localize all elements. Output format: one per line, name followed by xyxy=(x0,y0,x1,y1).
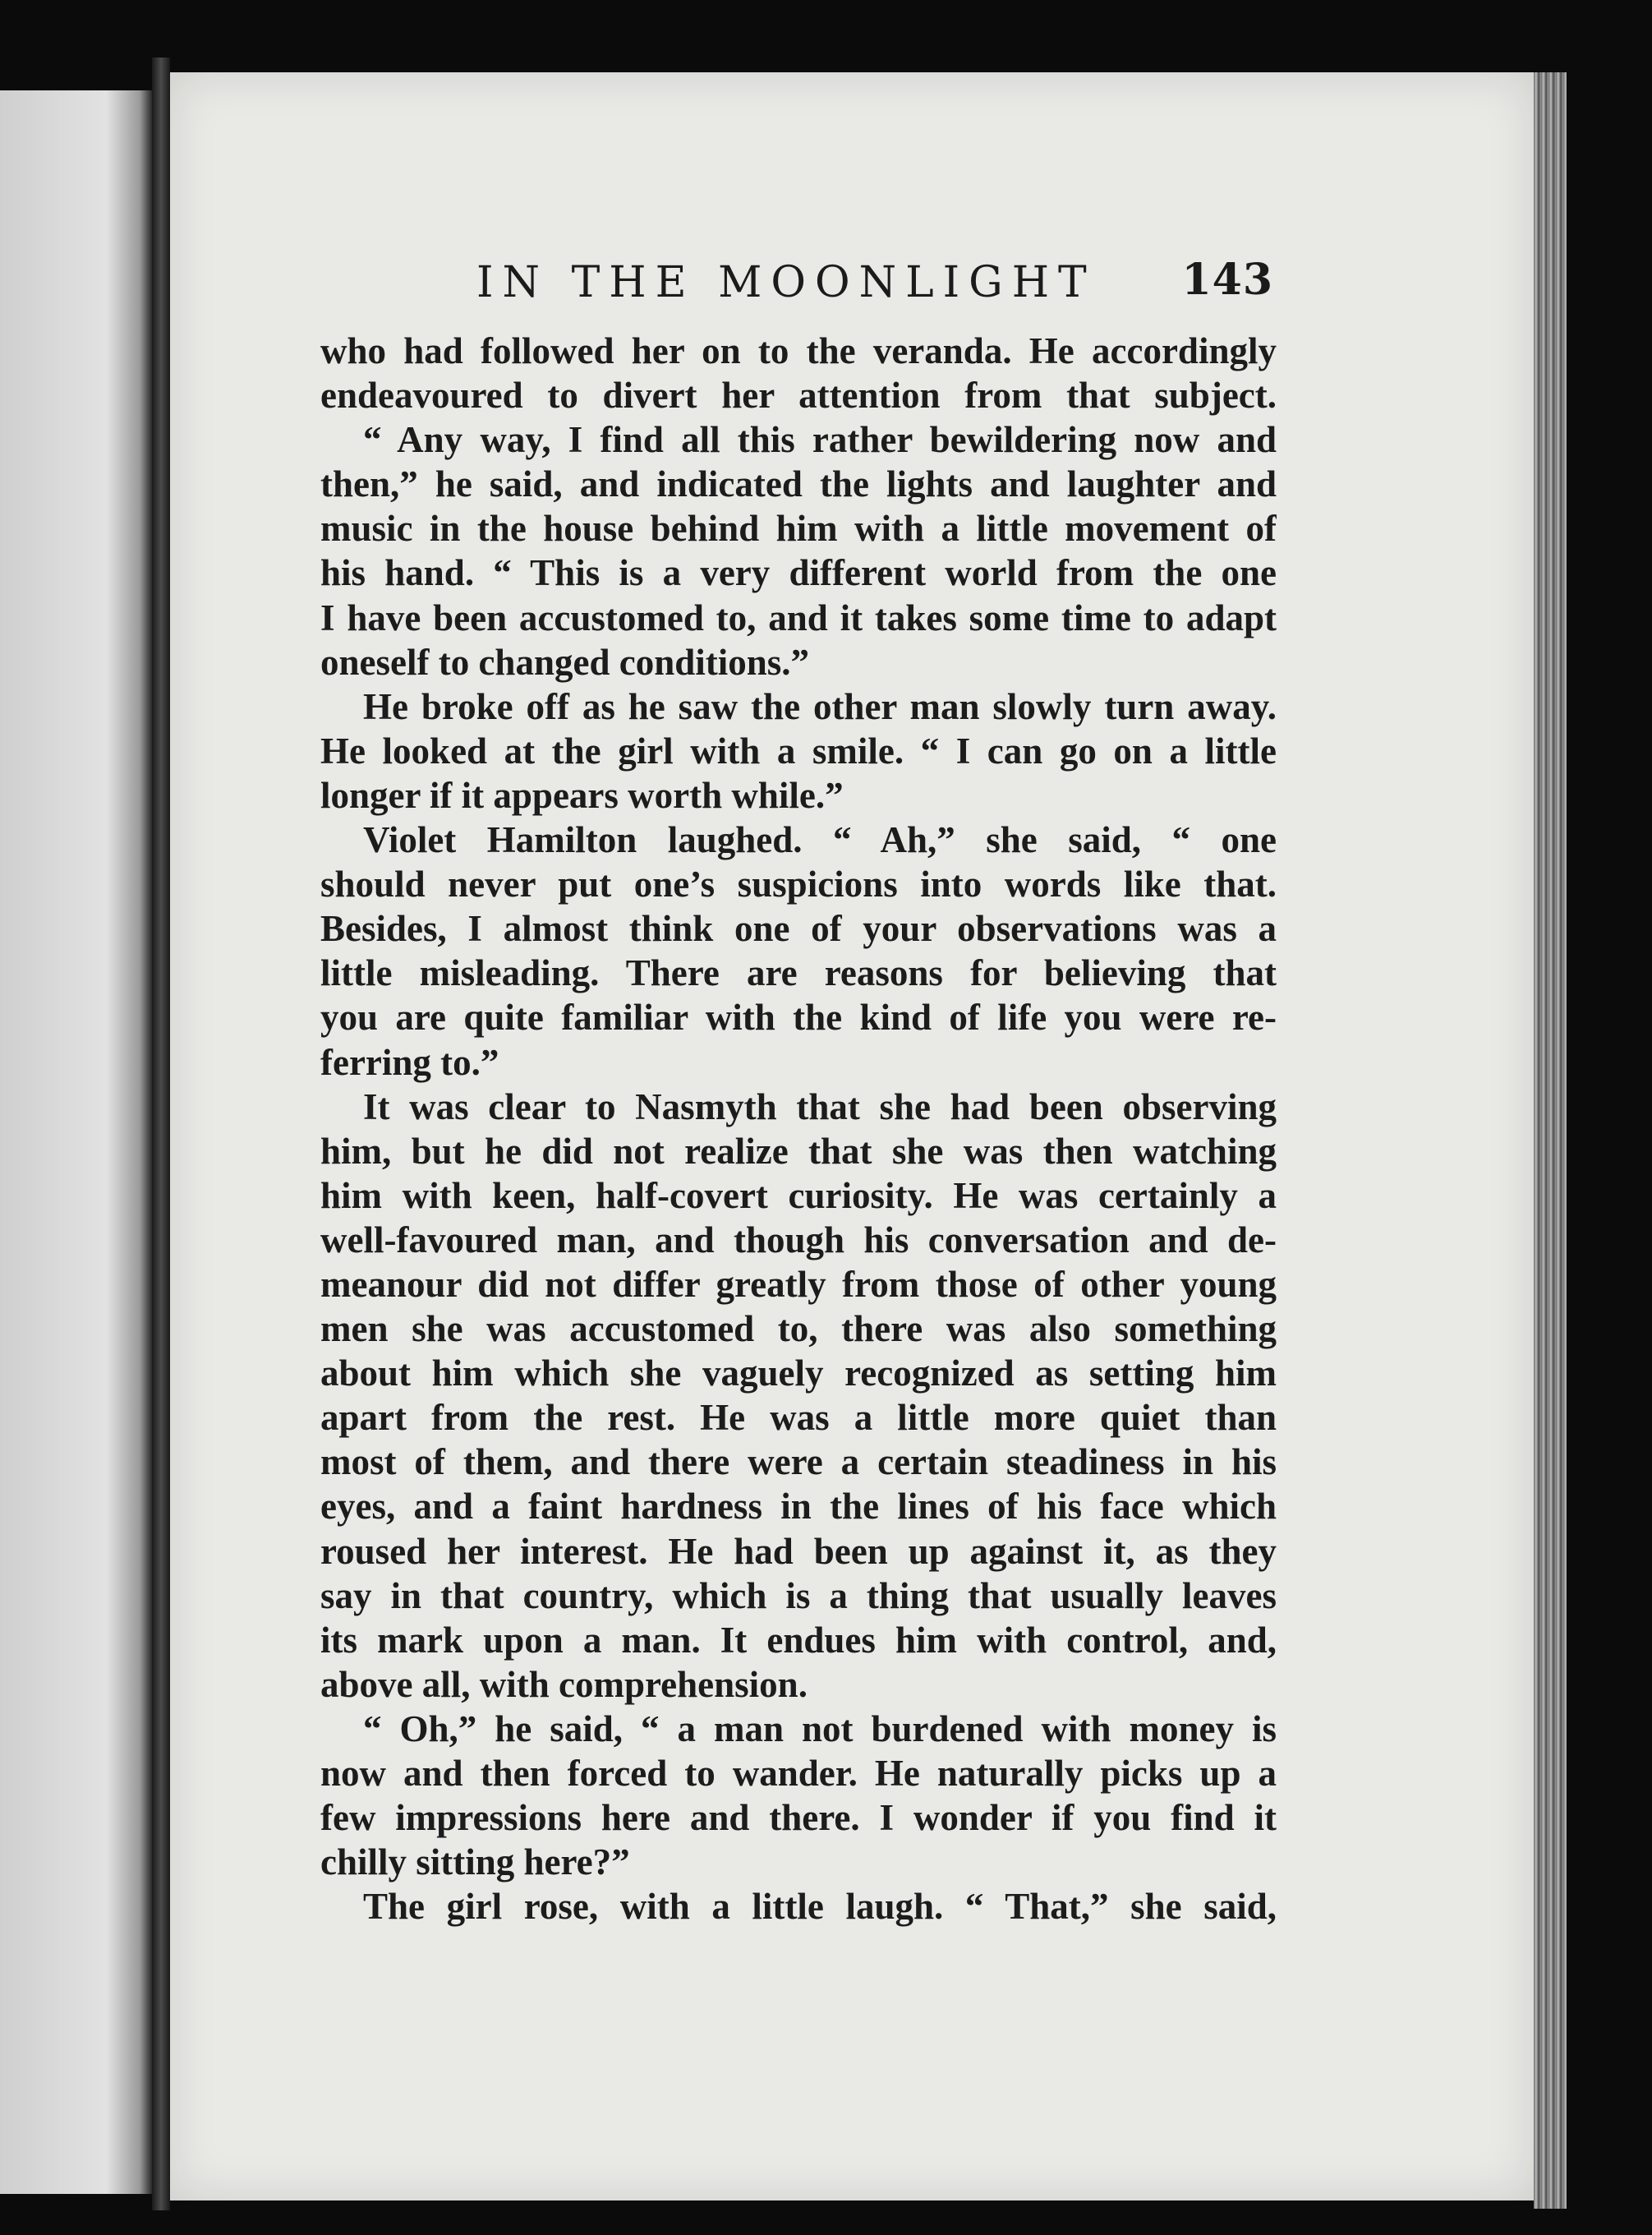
text-line: oneself to changed conditions.” xyxy=(320,641,810,683)
text-line: most of them, and there were a certain steadiness in his xyxy=(320,1441,1277,1483)
book-gutter xyxy=(152,58,170,2210)
text-line: Violet Hamilton laughed. “ Ah,” she said, “ one xyxy=(363,819,1277,861)
text-line: well-favoured man, and though his conversation and de- xyxy=(320,1219,1277,1260)
text-line: The girl rose, with a little laugh. “ That,” she said, xyxy=(363,1886,1277,1928)
text-line: music in the house behind him with a little movement of xyxy=(320,508,1277,550)
text-line: say in that country, which is a thing that usually leaves xyxy=(320,1574,1277,1616)
text-line: about him which she vaguely recognized as setting him xyxy=(320,1353,1277,1394)
text-line: I have been accustomed to, and it takes some time to adapt xyxy=(320,597,1277,638)
text-line: him with keen, half-covert curiosity. He was certainly a xyxy=(320,1174,1277,1216)
text-line: It was clear to Nasmyth that she had been observing xyxy=(363,1085,1277,1127)
page-stack-edge xyxy=(1534,72,1567,2209)
text-line: Besides, I almost think one of your observations was a xyxy=(320,908,1277,950)
running-head xyxy=(476,255,1273,320)
text-line: who had followed her on to the veranda. He accordingly xyxy=(320,330,1277,371)
text-line: you are quite familiar with the kind of life you were re- xyxy=(320,997,1277,1039)
text-line: meanour did not differ greatly from those of other young xyxy=(320,1263,1277,1305)
text-line: him, but he did not realize that she was then watching xyxy=(320,1130,1277,1172)
text-line: roused her interest. He had been up against it, as they xyxy=(320,1530,1277,1572)
text-line: “ Oh,” he said, “ a man not burdened with money is xyxy=(363,1707,1277,1749)
text-line: then,” he said, and indicated the lights and laughter and xyxy=(320,463,1277,505)
facing-page-edge xyxy=(0,90,152,2194)
text-line: above all, with comprehension. xyxy=(320,1663,808,1705)
text-line: He looked at the girl with a smile. “ I can go on a little xyxy=(320,730,1277,772)
body-text xyxy=(320,329,1277,1929)
page-number: 143 xyxy=(1181,255,1273,305)
text-line: should never put one’s suspicions into words like that. xyxy=(320,864,1277,906)
running-title: IN THE MOONLIGHT xyxy=(476,258,1096,307)
text-line: “ Any way, I find all this rather bewildering now and xyxy=(363,419,1277,461)
text-line: now and then forced to wander. He naturally picks up a xyxy=(320,1753,1277,1794)
text-line: few impressions here and there. I wonder if you find it xyxy=(320,1797,1277,1839)
text-line: endeavoured to divert her attention from that subject. xyxy=(320,375,1277,417)
text-line: apart from the rest. He was a little more quiet than xyxy=(320,1397,1277,1439)
text-line: eyes, and a faint hardness in the lines of his face which xyxy=(320,1486,1277,1528)
text-line: ferring to.” xyxy=(320,1041,499,1083)
text-line: little misleading. There are reasons for believing that xyxy=(320,952,1277,994)
text-line: his hand. “ This is a very different world from the one xyxy=(320,552,1277,594)
text-line: longer if it appears worth while.” xyxy=(320,774,844,816)
text-line: its mark upon a man. It endues him with control, and, xyxy=(320,1619,1277,1661)
text-line: chilly sitting here?” xyxy=(320,1841,630,1883)
text-line: men she was accustomed to, there was also something xyxy=(320,1308,1277,1350)
text-line: He broke off as he saw the other man slowly turn away. xyxy=(363,685,1277,727)
